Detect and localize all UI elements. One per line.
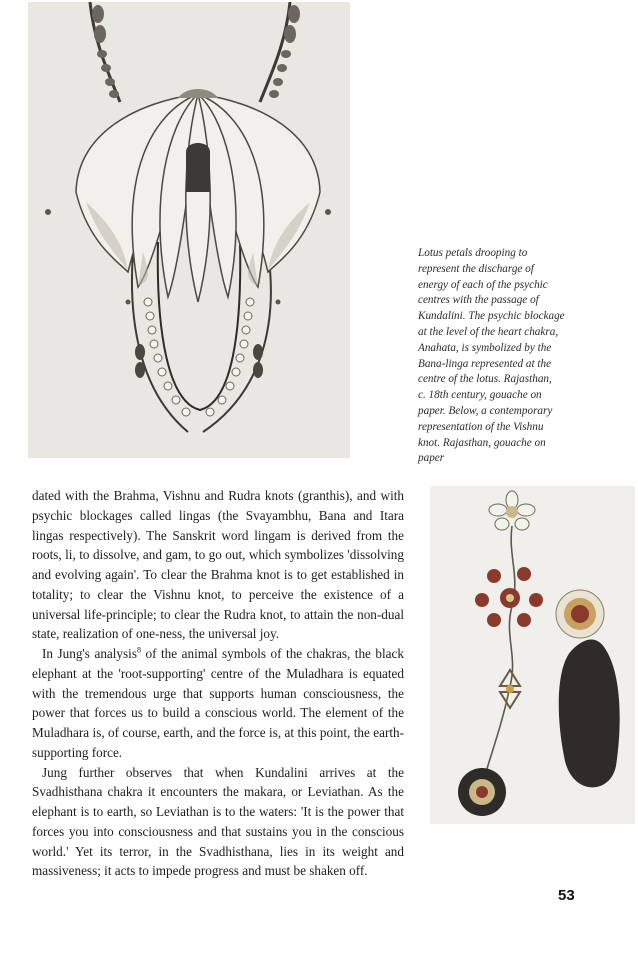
- page-number: 53: [558, 887, 575, 904]
- caption-line: at the level of the heart chakra,: [418, 325, 559, 338]
- body-paragraph-3: Jung further observes that when Kundalini arrives at the Svadhisthana chakra it encounters the makara, or Leviathan. As the elephant is to earth, so Leviathan is to the waters: 'It is the power that forces you into consciousness and that sustains you in the conscious world.' Yet its terror, in the Svadhisthana, lies in its weight and massiveness; it acts to impede progress and must be shaken off.: [32, 764, 404, 879]
- caption-line: representation of the Vishnu: [418, 420, 544, 433]
- caption-line: Bana-linga represented at the: [418, 357, 552, 370]
- vishnu-knot-figure: [430, 486, 635, 824]
- figure-caption: [418, 246, 596, 467]
- lotus-painting-figure: [28, 2, 350, 458]
- caption-line: Anahata, is symbolized by the: [418, 341, 552, 354]
- body-paragraph-2: [32, 644, 404, 763]
- caption-line: paper. Below, a contemporary: [418, 404, 553, 417]
- caption-line: Lotus petals drooping to: [418, 247, 528, 259]
- lotus-painting-illustration: [28, 2, 350, 458]
- vishnu-knot-illustration: [430, 486, 635, 824]
- body-paragraph-1: dated with the Brahma, Vishnu and Rudra knots (granthis), and with psychic blockages called lingas (the Svayambhu, Bana and Itara lingas respectively). The Sanskrit word lingam is derived from the roots, li, to dissolve, and gam, to go out, which symbolizes 'dissolving and evolving again'. To clear the Brahma knot is to get established in totality; to clear the Vishnu knot, to perceive the existence of a universal life-principle; to clear the Rudra knot, to attain the non-dual state, realization of one-ness, the universal joy.: [32, 488, 404, 642]
- caption-line: represent the discharge of: [418, 262, 534, 275]
- body-paragraph-2-rest: of the animal symbols of the chakras, the black elephant at the 'root-supporting' centre of the Muladhara is equated with the tremendous urge that supports human consciousness, the power that forces us to build a conscious world. The element of the Muladhara is, of course, earth, and the force is, at this point, the earth-supporting force.: [32, 646, 404, 760]
- body-paragraph-2-start: In Jung's analysis: [42, 646, 137, 661]
- caption-line: centres with the passage of: [418, 294, 539, 307]
- caption-line: paper: [418, 452, 445, 465]
- caption-line: energy of each of the psychic: [418, 278, 548, 291]
- body-text: [32, 486, 404, 881]
- caption-line: Kundalini. The psychic blockage: [418, 310, 565, 323]
- caption-line: knot. Rajasthan, gouache on: [418, 436, 546, 449]
- caption-line: c. 18th century, gouache on: [418, 389, 542, 402]
- caption-line: centre of the lotus. Rajasthan,: [418, 373, 552, 386]
- footnote-reference[interactable]: 8: [136, 645, 141, 655]
